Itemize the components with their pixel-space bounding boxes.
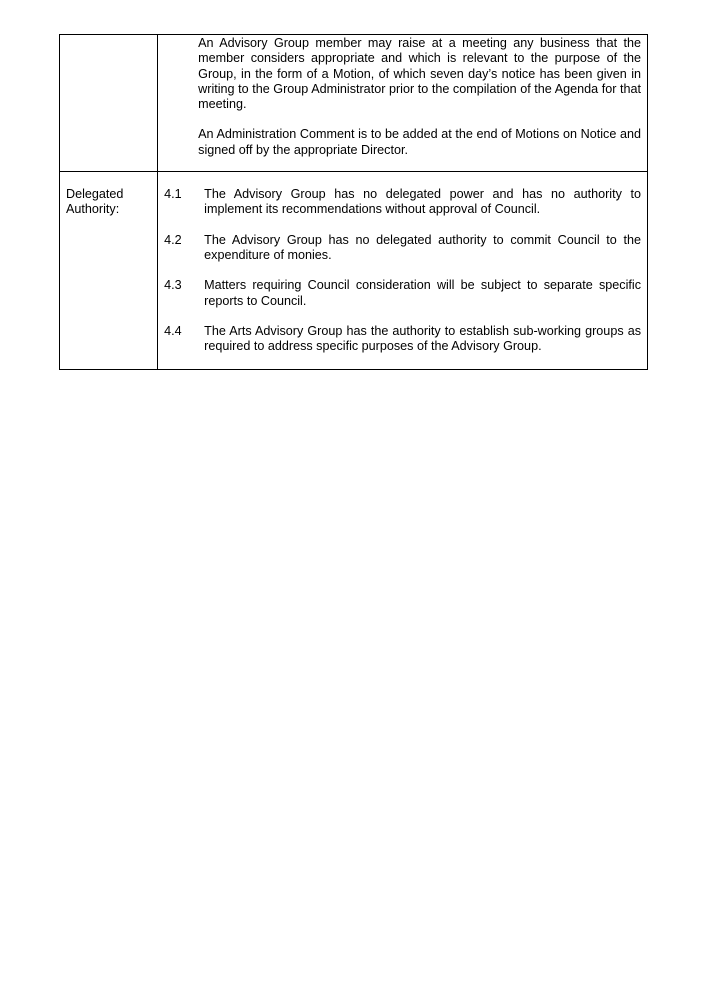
delegated-authority-body-cell [158, 172, 648, 370]
motions-row [60, 35, 648, 172]
motions-paragraphs [198, 36, 641, 158]
administration-comment-paragraph: An Administration Comment is to be added at the end of Motions on Notice and signed off by the appropriate Director. [198, 127, 641, 157]
clause-4-2 [164, 233, 641, 264]
clause-text: The Advisory Group has no delegated authority to commit Council to the expenditure of monies. [204, 232, 641, 262]
motion-paragraph: An Advisory Group member may raise at a meeting any business that the member considers appropriate and which is relevant to the purpose of the Group, in the form of a Motion, of which seven day’s notice has been given in writing to the Group Administrator prior to the compilation of the Agenda for that meeting. [198, 36, 641, 112]
clause-number: 4.4 [164, 323, 182, 338]
clause-number: 4.3 [164, 278, 182, 293]
clause-4-4 [164, 324, 641, 355]
clause-text: The Arts Advisory Group has the authority to establish sub-working groups as required to address specific purposes of the Advisory Group. [204, 323, 641, 354]
clause-text: Matters requiring Council consideration will be subject to separate specific reports to Council. [204, 278, 641, 308]
terms-of-reference-table [59, 34, 648, 370]
clause-4-3 [164, 278, 641, 309]
clause-4-1 [164, 187, 641, 218]
motions-body-cell [158, 35, 648, 172]
delegated-authority-row [60, 172, 648, 370]
motions-label-cell [60, 35, 158, 172]
clause-number: 4.1 [164, 187, 182, 202]
delegated-authority-label: Delegated Authority: [60, 172, 158, 370]
clause-text: The Advisory Group has no delegated power and has no authority to implement its recommendations without approval of Council. [204, 187, 641, 217]
clause-number: 4.2 [164, 232, 182, 247]
